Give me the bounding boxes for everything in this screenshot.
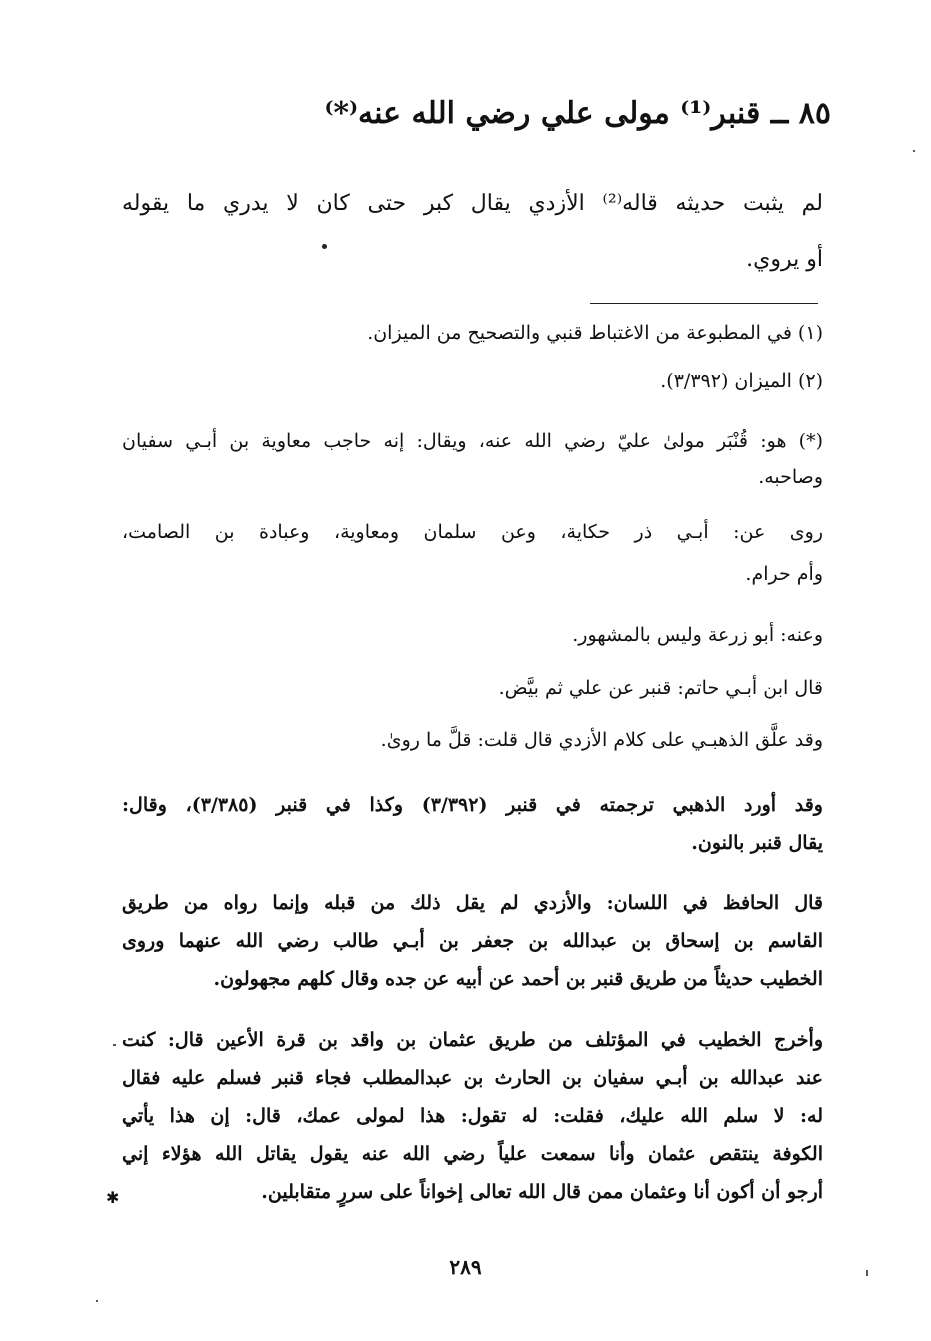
star-note-line-17: أرجو أن أكون أنا وعثمان ممن قال الله تعالى إخواناً على سررٍ متقابلين.: [261, 1181, 823, 1203]
star-note-line-7: وقد علَّق الذهبـي على كلام الأزدي قال قلت: قلَّ ما روىٰ.: [380, 729, 823, 751]
main-text-line-2: أو يروي.: [746, 247, 823, 272]
main-text-line-1: لم يثبت حديثه قاله⁽²⁾ الأزدي يقال كبر حتى كان لا يدري ما يقوله: [122, 191, 824, 216]
star-note-line-10: قال الحافظ في اللسان: والأزدي لم يقل ذلك من قبله وإنما رواه من طريق: [122, 892, 823, 914]
scan-speck: [113, 1044, 116, 1046]
star-note-line-3: روى عن: أبـي ذر حكاية، وعن سلمان ومعاوية، وعبادة بن الصامت،: [122, 521, 823, 543]
star-note-line-12: الخطيب حديثاً من طريق قنبر بن أحمد عن أبيه عن جده وقال كلهم مجهولون.: [213, 968, 823, 990]
footnote-separator: [590, 303, 818, 304]
star-note-line-8: وقد أورد الذهبي ترجمته في قنبر (٣/٣٩٢) وكذا في قنبر (٣/٣٨٥)، وقال:: [122, 794, 823, 816]
scan-speck: [913, 150, 915, 152]
star-note-line-14: عند عبدالله بن أبـي سفيان بن الحارث بن عبدالمطلب فجاء قنبر فسلم عليه فقال: [122, 1067, 823, 1089]
scan-speck: [866, 1270, 868, 1276]
star-note-line-1: (*) هو: قُنْبَر مولىٰ عليّ رضي الله عنه، ويقال: إنه حاجب معاوية بن أبـي سفيان: [122, 430, 823, 452]
star-note-line-5: وعنه: أبو زرعة وليس بالمشهور.: [572, 624, 823, 646]
star-note-line-4: وأم حرام.: [745, 563, 823, 585]
star-note-line-2: وصاحبه.: [758, 466, 823, 488]
star-note-line-11: القاسم بن إسحاق بن عبدالله بن جعفر بن أبـي طالب رضي الله عنهما وروى: [122, 930, 823, 952]
entry-title: ٨٥ ــ قنبر⁽¹⁾ مولى علي رضي الله عنه⁽*⁾: [324, 96, 831, 131]
footnote-2: (٢) الميزان (٣/٣٩٢).: [660, 370, 823, 392]
star-note-line-16: الكوفة ينتقص عثمان وأنا سمعت علياً رضي الله عنه يقول يقاتل الله هؤلاء إني: [122, 1143, 823, 1165]
star-note-line-6: قال ابن أبـي حاتم: قنبر عن علي ثم بيَّض.: [498, 677, 823, 699]
star-note-line-13: وأخرج الخطيب في المؤتلف من طريق عثمان بن واقد بن قرة الأعين قال: كنت: [122, 1029, 823, 1051]
margin-mark: ✱: [106, 1188, 120, 1207]
footnote-1: (١) في المطبوعة من الاغتباط قنبي والتصحيح من الميزان.: [367, 322, 823, 344]
star-note-line-15: له: لا سلم الله عليك، فقلت: له تقول: هذا لمولى عمك، قال: إن هذا يأتي: [122, 1105, 823, 1127]
scan-speck: [96, 1300, 98, 1302]
ink-dot: [322, 244, 327, 249]
star-note-line-9: يقال قنبر بالنون.: [691, 832, 823, 854]
page-number: ٢٨٩: [449, 1255, 482, 1279]
